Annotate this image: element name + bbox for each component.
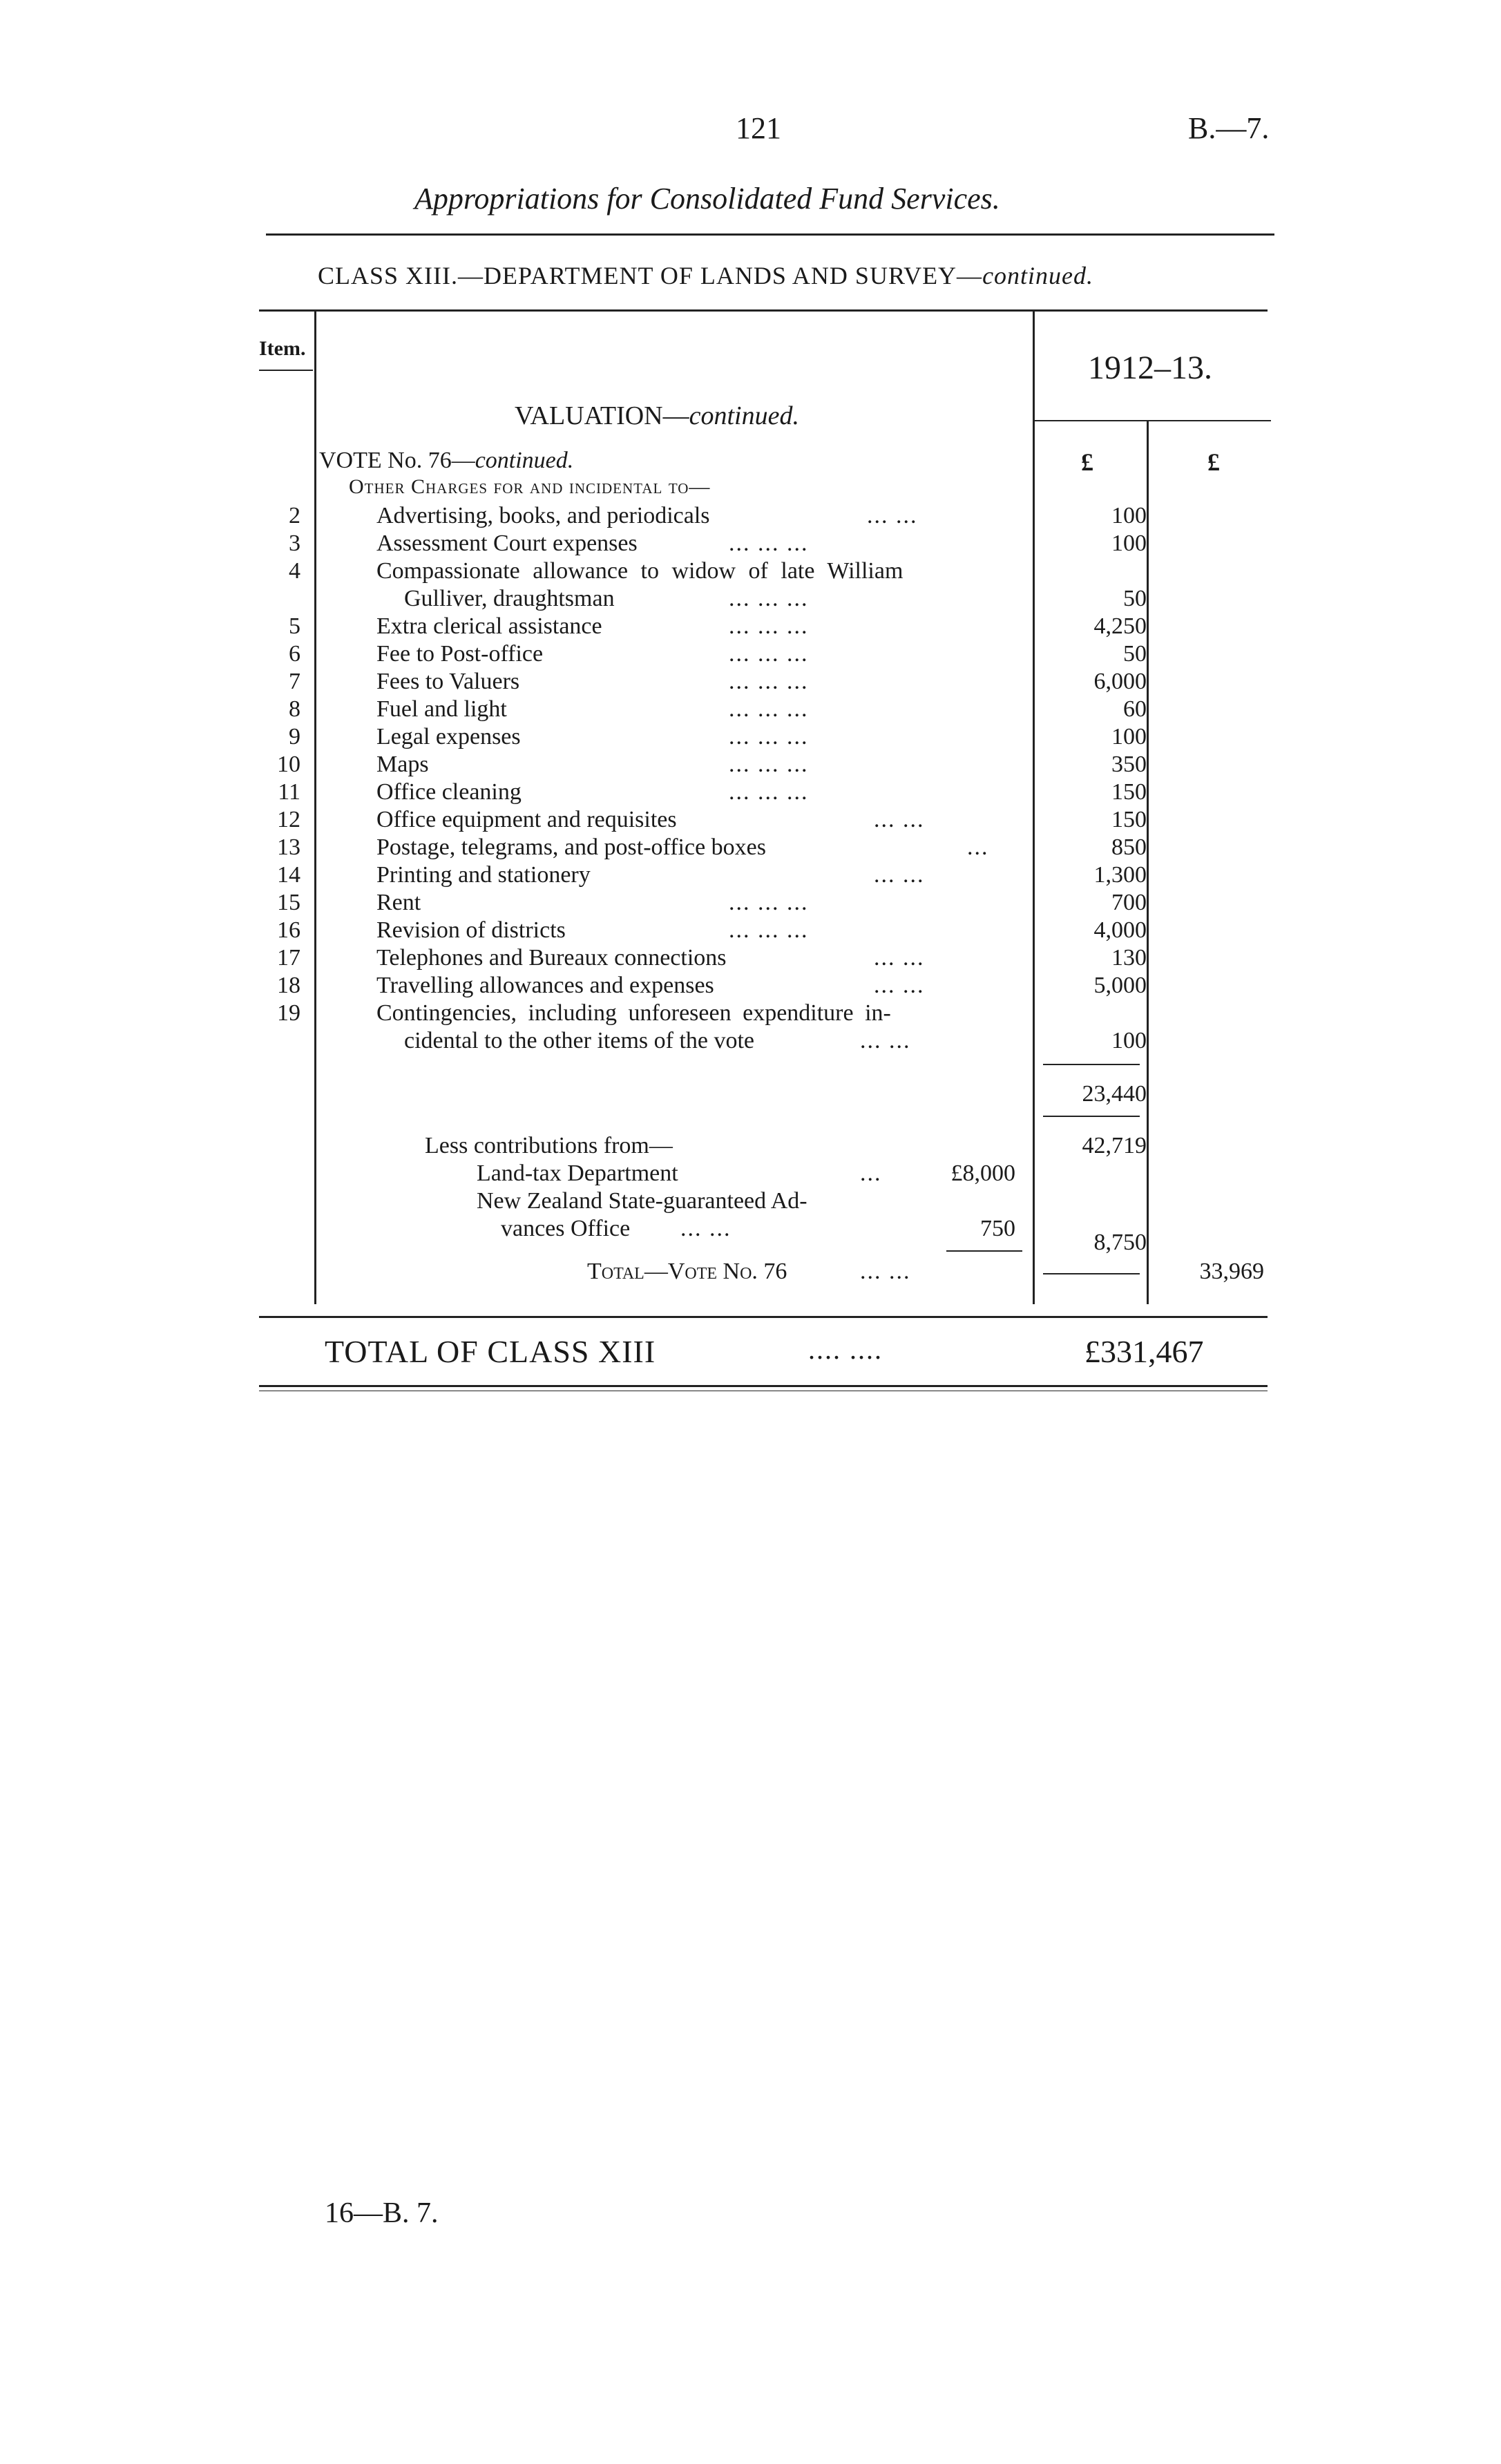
item-amount: 50 <box>1123 641 1147 667</box>
leader-dots: ... ... <box>874 862 925 888</box>
item-amount: 350 <box>1111 752 1147 777</box>
gross-total-amount: 42,719 <box>1082 1133 1147 1158</box>
item-amount: 4,000 <box>1093 917 1147 943</box>
leader-dots: ... ... <box>874 807 925 832</box>
item-label: Assessment Court expenses <box>376 531 638 556</box>
item-number: 5 <box>289 613 300 639</box>
table-top-rule <box>259 309 1268 312</box>
item-column-divider <box>314 309 316 1304</box>
currency-symbol-total: £ <box>1207 448 1220 476</box>
item-label: Fee to Post-office <box>376 641 544 667</box>
contribution-land-tax-dots: ... <box>860 1161 882 1186</box>
item-amount: 100 <box>1111 531 1147 556</box>
class-total-top-rule <box>259 1316 1268 1318</box>
class-total-amount: £331,467 <box>1084 1334 1204 1369</box>
page-title: Appropriations for Consolidated Fund Services. <box>414 182 1000 216</box>
class-total-bottom-rule <box>259 1385 1268 1387</box>
item-description <box>376 531 638 557</box>
leader-dots: ... ... ... <box>729 752 809 777</box>
item-number: 12 <box>277 807 300 832</box>
contribution-total-amount: 8,750 <box>1093 1230 1147 1255</box>
section-title <box>515 401 799 431</box>
item-amount: 850 <box>1111 834 1147 860</box>
item-description <box>376 862 591 888</box>
item-amount: 700 <box>1111 890 1147 915</box>
item-description <box>376 696 507 723</box>
title-rule <box>266 233 1274 236</box>
item-number: 15 <box>277 890 300 915</box>
subtotal-rule <box>1043 1064 1140 1065</box>
item-number: 18 <box>277 973 300 998</box>
item-description <box>376 752 429 778</box>
item-label: Compassionate allowance to widow of late William <box>376 558 904 584</box>
class-heading-text: CLASS XIII.—DEPARTMENT OF LANDS AND SURVEY— <box>318 262 983 289</box>
item-label: Postage, telegrams, and post-office boxes <box>376 834 767 860</box>
item-label: Fuel and light <box>376 696 507 722</box>
leader-dots: ... ... ... <box>729 669 809 694</box>
vote-total-amount: 33,969 <box>1199 1259 1264 1284</box>
item-label: Office equipment and requisites <box>376 807 677 832</box>
class-total-dots: .... .... <box>808 1334 883 1365</box>
currency-symbol-amount: £ <box>1081 448 1093 476</box>
leader-dots: ... ... <box>874 945 925 971</box>
item-label: Revision of districts <box>376 917 566 943</box>
leader-dots: ... ... <box>874 973 925 998</box>
contribution-advances-dots: ... ... <box>680 1216 732 1241</box>
item-description <box>404 1028 754 1054</box>
section-title-text: VALUATION— <box>515 401 689 430</box>
leader-dots: ... ... ... <box>729 696 809 722</box>
vote-total-dots: ... ... <box>860 1259 911 1284</box>
item-label: Advertising, books, and periodicals <box>376 503 710 528</box>
item-number: 8 <box>289 696 300 722</box>
contribution-advances-label: New Zealand State-guaranteed Ad- <box>477 1188 807 1214</box>
item-number: 17 <box>277 945 300 971</box>
item-description <box>376 724 521 750</box>
item-label: Maps <box>376 752 429 777</box>
leader-dots: ... <box>967 834 989 860</box>
leader-dots: ... ... ... <box>729 613 809 639</box>
item-label: Fees to Valuers <box>376 669 520 694</box>
contribution-total-rule <box>1043 1273 1140 1274</box>
item-amount: 4,250 <box>1093 613 1147 639</box>
less-contributions-heading: Less contributions from— <box>425 1133 673 1158</box>
page-number: 121 <box>736 111 781 145</box>
item-number: 4 <box>289 558 300 584</box>
item-description <box>376 834 766 861</box>
other-charges-subhead: Other Charges for and incidental to— <box>349 475 711 498</box>
item-number: 13 <box>277 834 300 860</box>
page-reference: B.—7. <box>1188 111 1270 145</box>
item-number: 7 <box>289 669 300 694</box>
vote-line-suffix: continued. <box>475 448 574 473</box>
contribution-rule <box>946 1250 1022 1252</box>
total-column-divider <box>1147 420 1149 1304</box>
class-heading <box>318 261 1093 290</box>
item-description <box>376 779 522 805</box>
item-number: 16 <box>277 917 300 943</box>
item-column-header: Item. <box>259 337 306 360</box>
contribution-advances-amount: 750 <box>980 1216 1015 1241</box>
item-amount: 60 <box>1123 696 1147 722</box>
leader-dots: ... ... ... <box>729 586 809 611</box>
item-description <box>376 807 677 833</box>
leader-dots: ... ... ... <box>729 890 809 915</box>
item-description <box>376 641 543 667</box>
vote-total-label: Total—Vote No. 76 <box>587 1259 787 1284</box>
item-label: Contingencies, including unforeseen expenditure in- <box>376 1000 891 1026</box>
item-description <box>376 613 602 640</box>
year-column-header: 1912–13. <box>1088 350 1212 386</box>
contribution-land-tax-label: Land-tax Department <box>477 1161 678 1186</box>
item-description <box>376 973 714 999</box>
year-header-rule <box>1033 420 1271 421</box>
leader-dots: ... ... ... <box>729 531 809 556</box>
vote-line <box>319 448 573 474</box>
leader-dots: ... ... ... <box>729 724 809 749</box>
item-label: Rent <box>376 890 421 915</box>
item-number: 9 <box>289 724 300 749</box>
item-description <box>376 558 903 584</box>
item-amount: 130 <box>1111 945 1147 971</box>
item-label: Office cleaning <box>376 779 522 805</box>
item-description <box>376 1000 891 1026</box>
item-amount: 50 <box>1123 586 1147 611</box>
signature-mark: 16—B. 7. <box>325 2197 439 2229</box>
item-label: Telephones and Bureaux connections <box>376 945 727 971</box>
item-label: Printing and stationery <box>376 862 591 888</box>
item-number: 2 <box>289 503 300 528</box>
item-amount: 150 <box>1111 779 1147 805</box>
contribution-land-tax-amount: £8,000 <box>950 1161 1015 1186</box>
subtotal-amount: 23,440 <box>1082 1081 1147 1107</box>
item-label: Legal expenses <box>376 724 521 749</box>
leader-dots: ... ... ... <box>729 917 809 943</box>
item-number: 19 <box>277 1000 300 1026</box>
item-amount: 5,000 <box>1093 973 1147 998</box>
item-label: cidental to the other items of the vote <box>404 1028 755 1053</box>
item-description <box>376 917 566 944</box>
item-header-rule <box>259 370 313 371</box>
item-amount: 150 <box>1111 807 1147 832</box>
leader-dots: ... ... <box>867 503 918 528</box>
leader-dots: ... ... <box>860 1028 911 1053</box>
item-number: 6 <box>289 641 300 667</box>
item-amount: 1,300 <box>1093 862 1147 888</box>
item-amount: 100 <box>1111 1028 1147 1053</box>
subtotal-rule-lower <box>1043 1116 1140 1117</box>
section-title-suffix: continued. <box>689 401 799 430</box>
class-total-label: TOTAL OF CLASS XIII <box>325 1334 656 1369</box>
item-description <box>376 890 421 916</box>
item-number: 14 <box>277 862 300 888</box>
item-description <box>376 945 727 971</box>
item-label: Gulliver, draughtsman <box>404 586 615 611</box>
item-amount: 100 <box>1111 724 1147 749</box>
leader-dots: ... ... ... <box>729 641 809 667</box>
item-number: 11 <box>278 779 300 805</box>
item-amount: 6,000 <box>1093 669 1147 694</box>
vote-line-text: VOTE No. 76— <box>319 448 475 473</box>
leader-dots: ... ... ... <box>729 779 809 805</box>
item-label: Travelling allowances and expenses <box>376 973 714 998</box>
item-description <box>376 669 519 695</box>
item-amount: 100 <box>1111 503 1147 528</box>
item-label: Extra clerical assistance <box>376 613 602 639</box>
amount-column-divider <box>1033 309 1035 1304</box>
item-description <box>376 503 710 529</box>
class-heading-suffix: continued. <box>982 262 1094 289</box>
item-number: 3 <box>289 531 300 556</box>
contribution-advances-label-cont: vances Office <box>501 1216 631 1241</box>
item-number: 10 <box>277 752 300 777</box>
item-description <box>404 586 615 612</box>
